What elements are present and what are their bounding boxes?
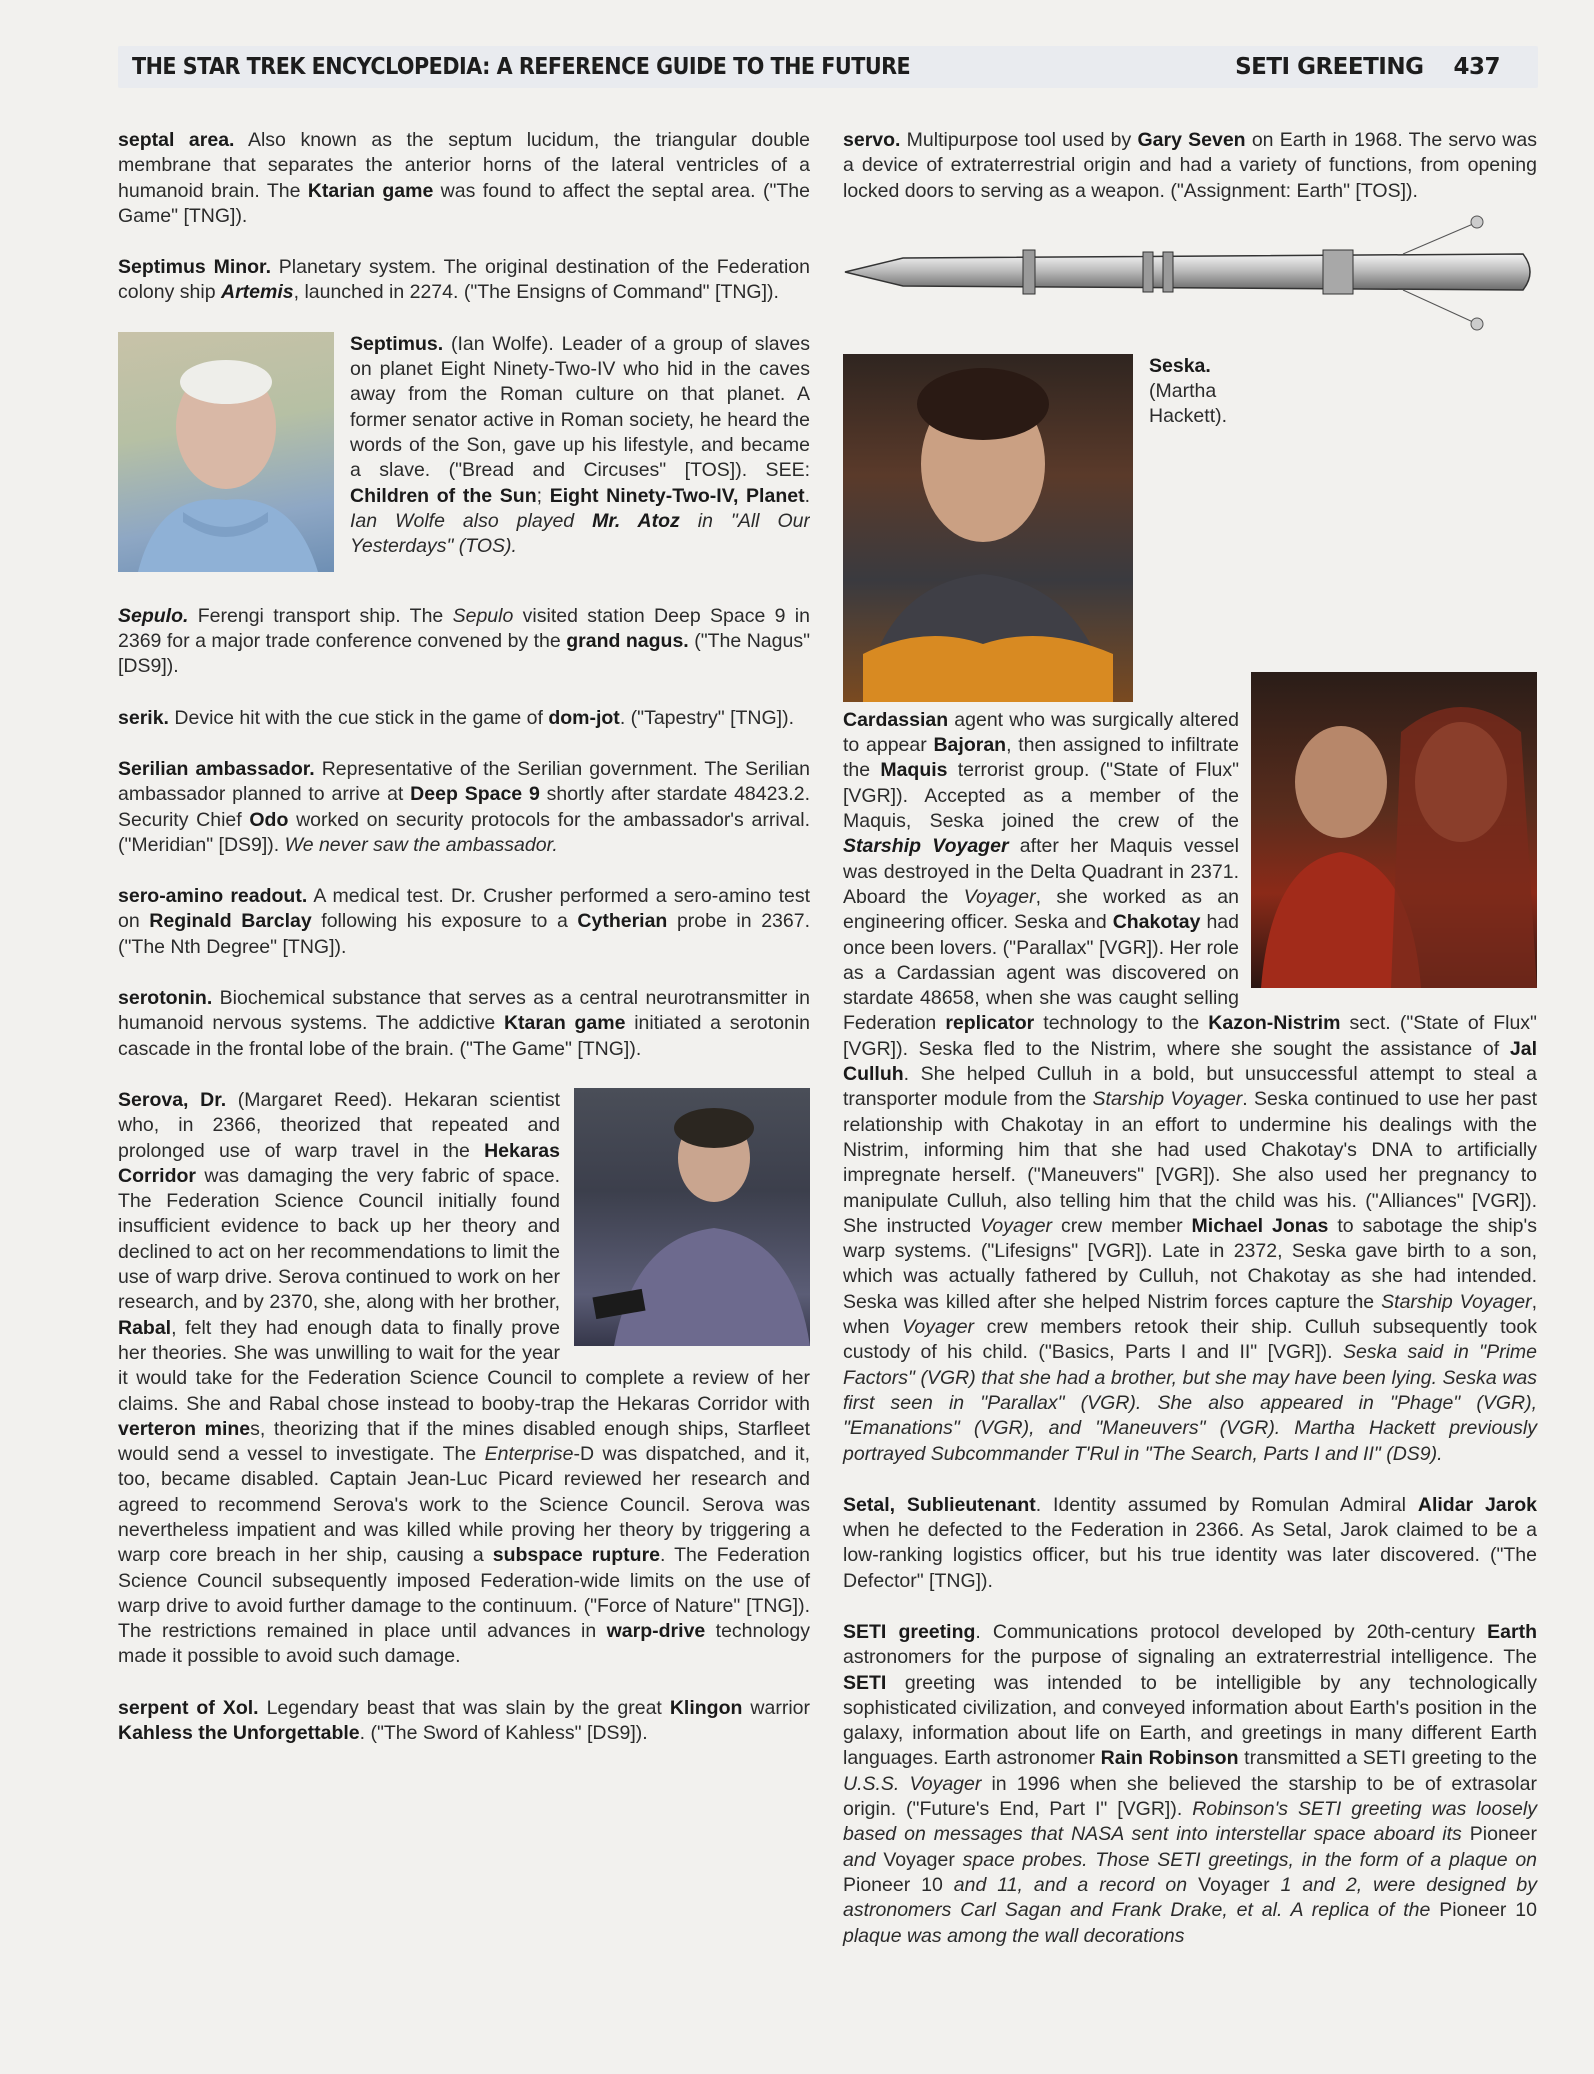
entry-septimus: Septimus. (Ian Wolfe). Leader of a group of slaves on planet Eight Ninety-Two-IV who hid in the caves away from the Roman culture on that planet. A former senator active in Roman society, he heard the words of the Son, gave up his lifestyle, and became a slave. ("Bread and Circuses" [TOS]). SEE: Children of the Sun; Eight Ninety-Two-IV, Planet. Ian Wolfe also played Mr. Atoz in "All Our Yesterdays" (TOS). — [118, 332, 810, 578]
entry-servo: servo. Multipurpose tool used by Gary Seven on Earth in 1968. The servo was a device of extraterrestrial origin and had a variety of functions, from opening locked doors to serving as a weapon. ("Assignment: Earth" [TOS]). — [843, 129, 1537, 202]
entry-serik: serik. Device hit with the cue stick in the game of dom-jot. ("Tapestry" [TNG]). — [118, 706, 795, 729]
left-column — [118, 128, 810, 1772]
right-column — [843, 128, 1537, 1975]
page-number: 437 — [1453, 54, 1500, 80]
entry-sepulo: Sepulo. Ferengi transport ship. The Sepulo visited station Deep Space 9 in 2369 for a major trade conference convened by the grand nagus. ("The Nagus" [DS9]). — [118, 604, 810, 678]
servo-drawing — [843, 210, 1537, 340]
seska-photo — [843, 354, 1133, 702]
septimus-photo — [118, 332, 334, 572]
entry-sero-amino: sero-amino readout. A medical test. Dr. Crusher performed a sero-amino test on Reginald Barclay following his exposure to a Cytherian probe in 2367. ("The Nth Degree" [TNG]). — [118, 885, 810, 958]
entry-serotonin: serotonin. Biochemical substance that serves as a central neurotransmitter in humanoid nervous systems. The addictive Ktaran game initiated a serotonin cascade in the frontal lobe of the brain. ("The Game" [TNG]). — [118, 987, 810, 1060]
culluh-seska-photo — [1251, 672, 1537, 988]
entry-seska: Seska. (Martha Hackett). Cardassian agent who was surgically altered to appear Bajoran, then assigned to infiltrate the Maquis terrorist group. ("State of Flux" [VGR]). Accepted as a member of the Maquis, Seska joined the crew of the Starship Voyager after her Maquis vessel was destroyed in the Delta Quadrant in 2371. Aboard the Voyager, she worked as an engineering officer. Seska and Chakotay had once been lovers. ("Parallax" [VGR]). Her role as a Cardassian agent was discovered on stardate 48658, when she was caught selling Federation replicator technology to the Kazon-Nistrim sect. ("State of Flux" [VGR]). Seska fled to the Nistrim, where she sought the assistance of Jal Culluh. She helped Culluh in a bold, but unsuccessful attempt to steal a transporter module from the Starship Voyager. Seska continued to use her past relationship with Chakotay in an effort to undermine his dealings with the Nistrim, informing him that she had used Chakotay's DNA to artificially impregnate herself. ("Maneuvers" [VGR]). She also used her pregnancy to manipulate Culluh, also telling him that the child was his. ("Alliances" [VGR]). She instructed Voyager crew member Michael Jonas to sabotage the ship's warp systems. ("Lifesigns" [VGR]). Late in 2372, Seska gave birth to a son, which was actually fathered by Culluh, not Chakotay as she had intended. Seska was killed after she helped Nistrim forces capture the Starship Voyager, when Voyager crew members retook their ship. Culluh subsequently took custody of his child. ("Basics, Parts I and II" [VGR]). Seska said in "Prime Factors" (VGR) that she had a brother, but she may have been lying. Seska was first seen in "Parallax" (VGR). She also appeared in "Phage" (VGR), "Emanations" (VGR), and "Maneuvers" (VGR). Martha Hackett previously portrayed Subcommander T'Rul in "The Search, Parts I and II" (DS9). — [843, 354, 1538, 1465]
book-title: THE STAR TREK ENCYCLOPEDIA: A REFERENCE GUIDE TO THE FUTURE — [132, 54, 911, 80]
header-right — [1235, 54, 1500, 80]
servo-illustration — [843, 210, 1537, 340]
culluh-seska-portrait — [1251, 672, 1537, 988]
entry-septimus-minor: Septimus Minor. Planetary system. The original destination of the Federation colony ship Artemis, launched in 2274. ("The Ensigns of Command" [TNG]). — [118, 256, 810, 304]
running-header — [118, 46, 1538, 88]
entry-serilian-ambassador: Serilian ambassador. Representative of the Serilian government. The Serilian ambassador planned to arrive at Deep Space 9 shortly after stardate 48423.2. Security Chief Odo worked on security protocols for the ambassador's arrival. ("Meridian" [DS9]). We never saw the ambassador. — [118, 757, 810, 856]
entry-serova: Serova, Dr. (Margaret Reed). Hekaran scientist who, in 2366, theorized that repeated and prolonged use of warp travel in the Hekaras Corridor was damaging the very fabric of space. The Federation Science Council initially found insufficient evidence to back up her theory and declined to act on her recommendations to limit the use of warp drive. Serova continued to work on her research, and by 2370, she, along with her brother, Rabal, felt they had enough data to finally prove her theories. She was unwilling to wait for the year it would take for the Federation Science Council to complete a review of her claims. She and Rabal chose instead to booby-trap the Hekaras Corridor with verteron mines, theorizing that if the mines disabled enough ships, Starfleet would send a vessel to investigate. The Enterprise-D was dispatched, and it, too, became disabled. Captain Jean-Luc Picard reviewed her research and agreed to recommend Serova's work to the Science Council. Serova was nevertheless impatient and was killed while proving her theory by triggering a warp core breach in her ship, causing a subspace rupture. The Federation Science Council subsequently imposed Federation-wide limits on the use of warp drive to avoid further damage to the continuum. ("Force of Nature" [TNG]). The restrictions remained in place until advances in warp-drive technology made it possible to avoid such damage. — [118, 1088, 810, 1668]
seska-portrait — [843, 354, 1133, 702]
section-title: SETI GREETING — [1235, 54, 1424, 80]
serova-photo — [574, 1088, 810, 1346]
entry-seti-greeting: SETI greeting. Communications protocol developed by 20th-century Earth astronomers for the purpose of signaling an extraterrestrial intelligence. The SETI greeting was intended to be intelligible by any technologically sophisticated civilization, and conveyed information about Earth's position in the galaxy, information about life on Earth, and greetings in many different Earth languages. Earth astronomer Rain Robinson transmitted a SETI greeting to the U.S.S. Voyager in 1996 when she believed the starship to be of extrasolar origin. ("Future's End, Part I" [VGR]). Robinson's SETI greeting was loosely based on messages that NASA sent into interstellar space aboard its Pioneer and Voyager space probes. Those SETI greetings, in the form of a plaque on Pioneer 10 and 11, and a record on Voyager 1 and 2, were designed by astronomers Carl Sagan and Frank Drake, et al. A replica of the Pioneer 10 plaque was among the wall decorations — [843, 1620, 1538, 1947]
entry-septal-area: septal area. Also known as the septum lucidum, the triangular double membrane that separates the anterior horns of the lateral ventricles of a humanoid brain. The Ktarian game was found to affect the septal area. ("The Game" [TNG]). — [118, 129, 810, 227]
entry-setal: Setal, Sublieutenant. Identity assumed by Romulan Admiral Alidar Jarok when he defected to the Federation in 2366. As Setal, Jarok claimed to be a low-ranking logistics officer, but his true identity was later discovered. ("The Defector" [TNG]). — [843, 1493, 1537, 1592]
septimus-portrait — [118, 332, 334, 572]
entry-serpent-of-xol: serpent of Xol. Legendary beast that was slain by the great Klingon warrior Kahless the Unforgettable. ("The Sword of Kahless" [DS9]). — [118, 1696, 810, 1745]
serova-portrait — [574, 1088, 810, 1346]
